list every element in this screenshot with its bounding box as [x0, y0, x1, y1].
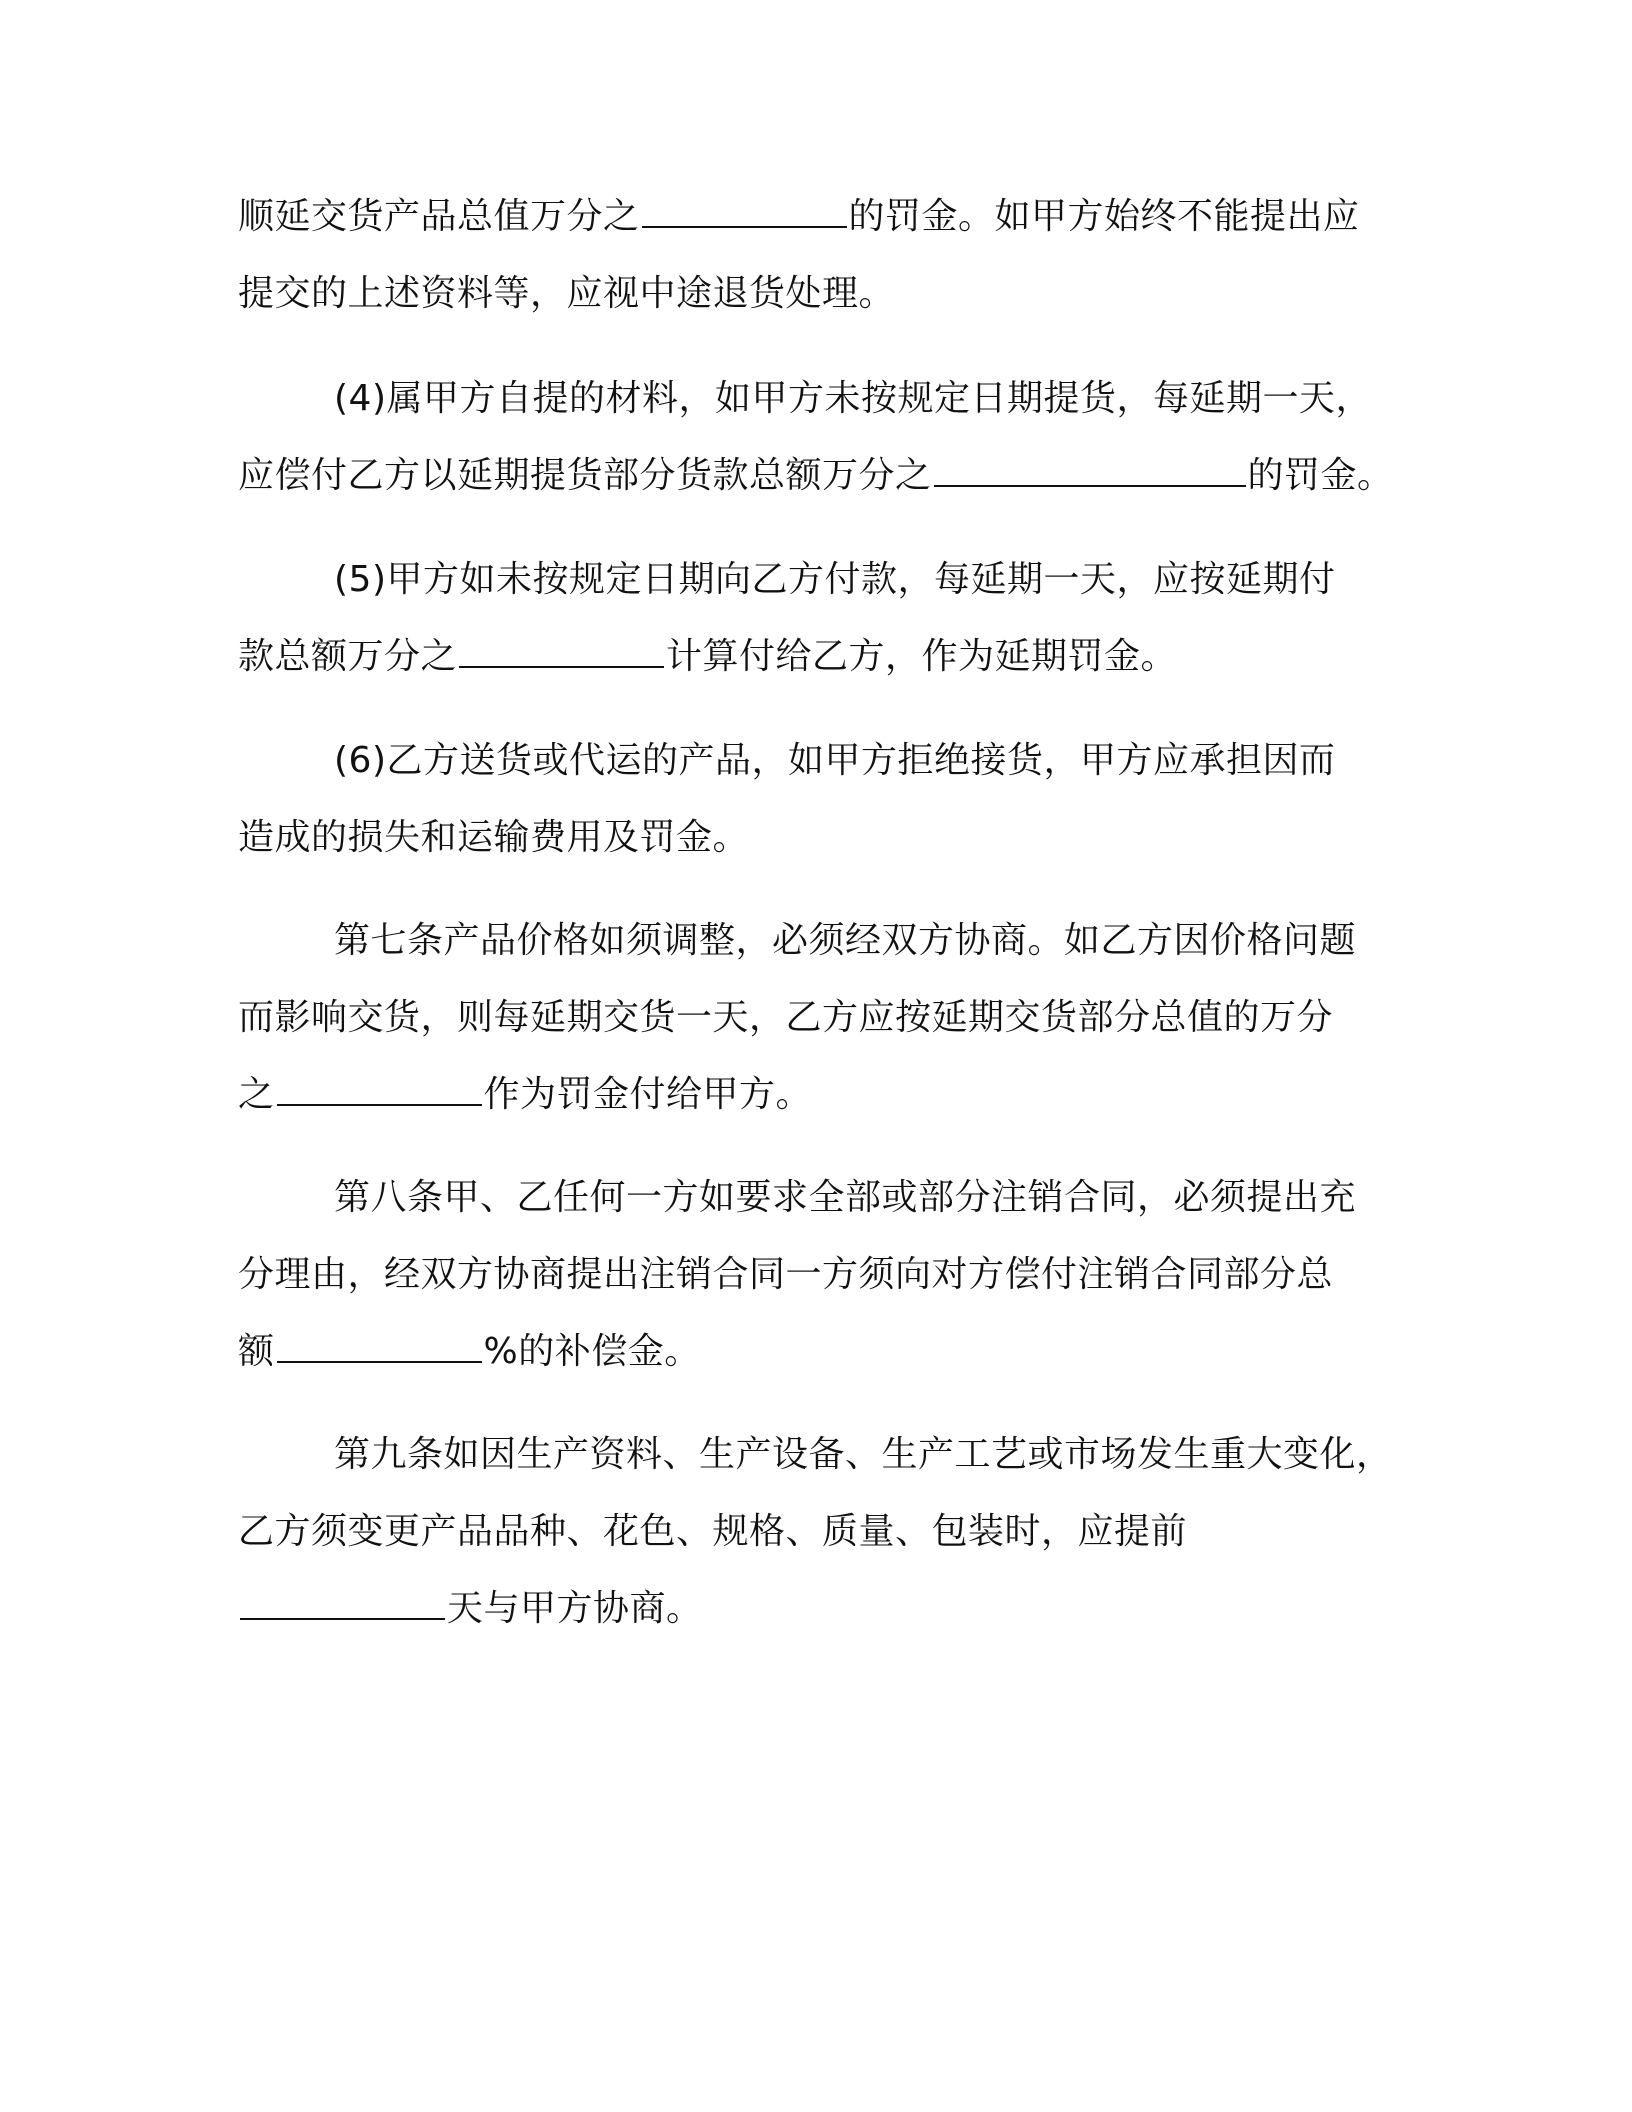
text-line: 提交的上述资料等，应视中途退货处理。: [238, 273, 896, 314]
fill-in-blank: [934, 451, 1246, 487]
paragraph-article-9: [238, 1416, 1418, 1647]
text-line: 分理由，经双方协商提出注销合同一方须向对方偿付注销合同部分总: [238, 1254, 1334, 1295]
fill-in-blank: [277, 1327, 482, 1363]
text-line: 天与甲方协商。: [238, 1570, 1418, 1647]
paragraph-article-8: [238, 1159, 1418, 1390]
text-line: 而影响交货，则每延期交货一天，乙方应按延期交货部分总值的万分: [238, 997, 1334, 1038]
text-line: 额 %的补偿金。: [238, 1313, 1418, 1390]
fill-in-blank: [642, 192, 847, 228]
text-line: (6)乙方送货或代运的产品，如甲方拒绝接货，甲方应承担因而: [334, 740, 1336, 781]
text-line: 第九条如因生产资料、生产设备、生产工艺或市场发生重大变化，: [334, 1434, 1393, 1475]
paragraph-continuation: [238, 178, 1418, 332]
text-line: (4)属甲方自提的材料，如甲方未按规定日期提货，每延期一天，: [334, 378, 1372, 419]
paragraph-article-7: [238, 902, 1418, 1133]
text-line: 之 作为罚金付给甲方。: [238, 1056, 1418, 1133]
text-line: 第七条产品价格如须调整，必须经双方协商。如乙方因价格问题: [334, 920, 1357, 961]
fill-in-blank: [240, 1584, 445, 1620]
fill-in-blank: [459, 632, 664, 668]
paragraph-item-4: [238, 360, 1418, 514]
text-line: 乙方须变更产品品种、花色、规格、质量、包装时，应提前: [238, 1511, 1188, 1552]
text-line: 造成的损失和运输费用及罚金。: [238, 817, 750, 858]
text-line: (5)甲方如未按规定日期向乙方付款，每延期一天，应按延期付: [334, 559, 1336, 600]
text-line: 顺延交货产品总值万分之 的罚金。如甲方始终不能提出应: [238, 178, 1418, 255]
fill-in-blank: [277, 1070, 482, 1106]
paragraph-item-6: [238, 722, 1418, 876]
paragraph-item-5: [238, 541, 1418, 695]
text-line: 款总额万分之 计算付给乙方，作为延期罚金。: [238, 618, 1418, 695]
text-line: 应偿付乙方以延期提货部分货款总额万分之 的罚金。: [238, 437, 1418, 514]
text-line: 第八条甲、乙任何一方如要求全部或部分注销合同，必须提出充: [334, 1177, 1357, 1218]
